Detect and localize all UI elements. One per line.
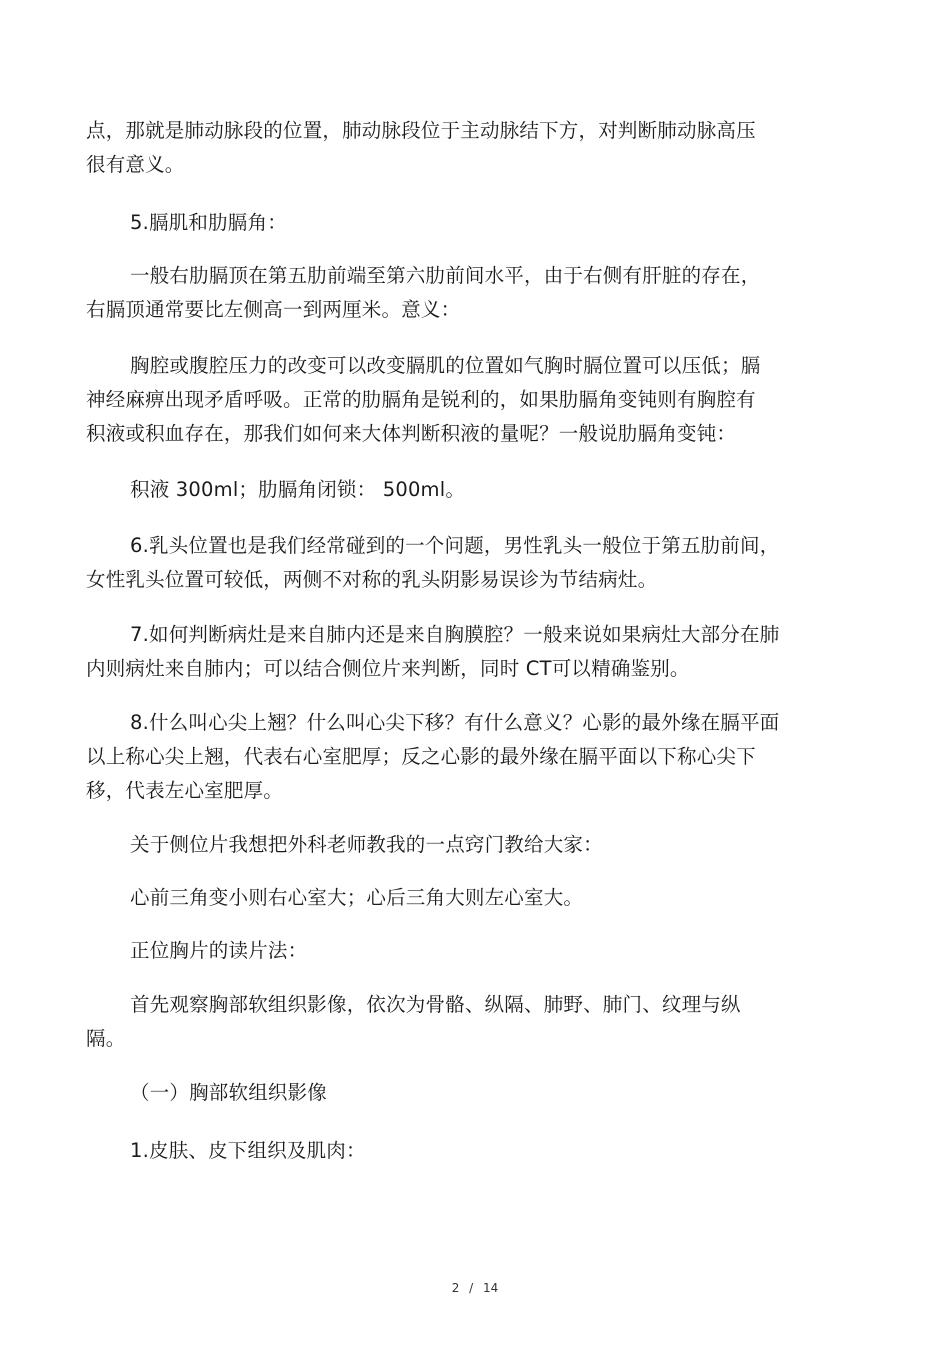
- text-line: 胸腔或腹腔压力的改变可以改变膈肌的位置如气胸时膈位置可以压低；膈: [130, 354, 761, 377]
- text-line: 7.如何判断病灶是来自肺内还是来自胸膜腔？一般来说如果病灶大部分在肺: [130, 623, 780, 646]
- text-line: 很有意义。: [86, 153, 185, 176]
- paragraph-effusion-volume: [86, 473, 812, 507]
- text-line: 积液 300ml；肋膈角闭锁： 500ml。: [130, 478, 466, 501]
- text-line: 右膈顶通常要比左侧高一到两厘米。意义：: [86, 298, 461, 321]
- paragraph-lesion-origin: [86, 618, 812, 686]
- text-line: 移，代表左心室肥厚。: [86, 779, 284, 802]
- text-line: 一般右肋膈顶在第五肋前端至第六肋前间水平，由于右侧有肝脏的存在，: [130, 264, 761, 287]
- text-line: 心前三角变小则右心室大；心后三角大则左心室大。: [130, 886, 584, 909]
- paragraph-apex: [86, 706, 812, 808]
- heading-diaphragm: [86, 206, 812, 240]
- paragraph-pulmonary-artery: [86, 114, 812, 182]
- heading-skin-muscle: [86, 1134, 812, 1168]
- page-number: 2 / 14: [451, 1281, 499, 1295]
- text-line: 首先观察胸部软组织影像，依次为骨骼、纵隔、肺野、肺门、纹理与纵: [130, 993, 741, 1016]
- text-line: 神经麻痹出现矛盾呼吸。正常的肋膈角是锐利的，如果肋膈角变钝则有胸腔有: [86, 388, 756, 411]
- text-line: 女性乳头位置可较低，两侧不对称的乳头阴影易误诊为节结病灶。: [86, 568, 658, 591]
- text-line: 积液或积血存在，那我们如何来大体判断积液的量呢？一般说肋膈角变钝：: [86, 422, 737, 445]
- paragraph-pressure-effusion: [86, 349, 812, 451]
- text-line: （一）胸部软组织影像: [130, 1081, 328, 1104]
- text-line: 5.膈肌和肋膈角：: [130, 211, 287, 234]
- text-line: 内则病灶来自肺内；可以结合侧位片来判断，同时 CT可以精确鉴别。: [86, 657, 690, 680]
- text-line: 1.皮肤、皮下组织及肌肉：: [130, 1139, 366, 1162]
- text-line: 以上称心尖上翘，代表右心室肥厚；反之心影的最外缘在膈平面以下称心尖下: [86, 745, 756, 768]
- heading-reading-method: [86, 934, 812, 968]
- text-line: 8.什么叫心尖上翘？什么叫心尖下移？有什么意义？心影的最外缘在膈平面: [130, 711, 780, 734]
- paragraph-nipple-position: [86, 529, 812, 597]
- text-line: 正位胸片的读片法：: [130, 939, 308, 962]
- paragraph-lateral-film: [86, 828, 812, 862]
- paragraph-diaphragm-position: [86, 259, 812, 327]
- text-line: 关于侧位片我想把外科老师教我的一点窍门教给大家：: [130, 833, 603, 856]
- heading-soft-tissue: [86, 1076, 812, 1110]
- text-line: 隔。: [86, 1027, 126, 1050]
- text-line: 6.乳头位置也是我们经常碰到的一个问题，男性乳头一般位于第五肋前间，: [130, 534, 780, 557]
- paragraph-heart-triangles: [86, 881, 812, 915]
- paragraph-observation-order: [86, 988, 812, 1056]
- text-line: 点，那就是肺动脉段的位置，肺动脉段位于主动脉结下方，对判断肺动脉高压: [86, 119, 756, 142]
